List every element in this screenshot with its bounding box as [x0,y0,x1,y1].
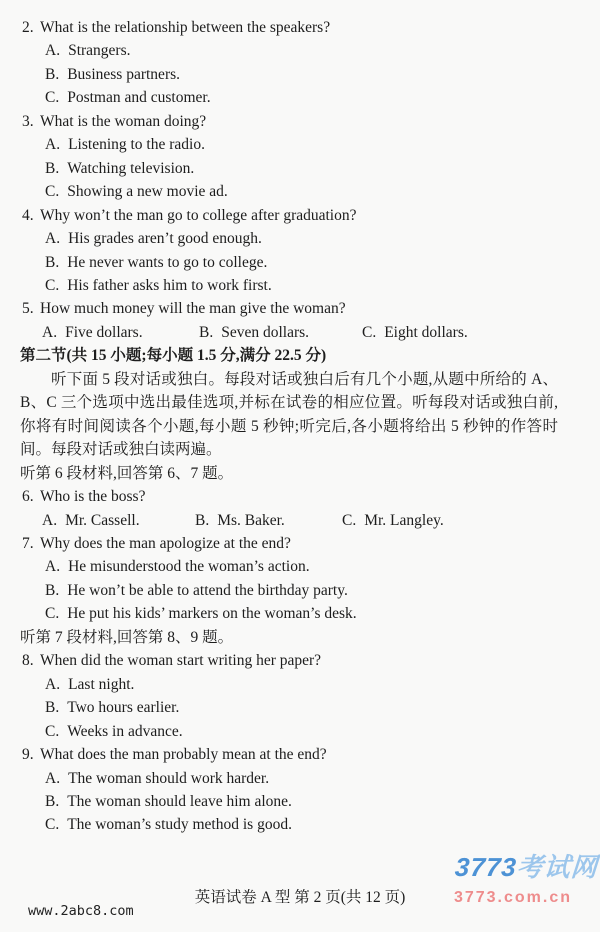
option-text: His grades aren’t good enough. [68,230,262,248]
option-text: Mr. Langley. [364,511,444,529]
question-body: What is the woman doing? [40,112,207,130]
option-text: His father asks him to work first. [67,276,272,294]
option-b [0,251,580,274]
option-b [199,321,362,344]
question-number: 5. [22,300,34,318]
watermark-url: 3773.com.cn [453,889,572,906]
question-body: What is the relationship between the speakers? [40,19,331,36]
option-text: The woman should work harder. [68,769,270,787]
option-label: C. [45,276,60,294]
option-label: C. [362,323,377,341]
question-number: 8. [22,652,34,670]
option-b [0,579,580,602]
question-body: What does the man probably mean at the end? [40,746,327,764]
question-8 [0,649,580,743]
option-a [0,767,580,790]
option-label: B. [195,511,210,529]
option-text: Five dollars. [65,323,143,341]
question-body: Why does the man apologize at the end? [40,534,291,552]
option-label: B. [199,323,214,341]
option-label: B. [45,581,60,599]
question-7 [0,532,580,626]
option-label: C. [45,183,60,201]
option-label: A. [45,769,61,787]
options-row [0,321,580,344]
question-body: Why won’t the man go to college after graduation? [40,206,357,224]
option-text: He never wants to go to college. [67,253,268,271]
option-b [0,63,580,86]
option-a [0,39,580,62]
section-instructions: 听下面 5 段对话或独白。每段对话或独白后有几个小题,从题中所给的 A、B、C 三个选项中选出最佳选项,并标在试卷的相应位置。听每段对话或独白前,你将有时间阅读各个小题,每小题 5 秒钟;听完后,各小题将给出 5 秒钟的作答时间。每段对话或独白读两遍。 [20,370,558,459]
option-a [0,133,580,156]
question-text [0,110,580,133]
option-text: Two hours earlier. [67,699,180,717]
question-text [0,297,580,320]
option-text: Strangers. [68,42,131,60]
option-text: Weeks in advance. [67,722,183,740]
option-label: C. [342,511,357,529]
option-label: C. [45,605,60,623]
question-text [0,532,580,555]
option-text: Listening to the radio. [68,136,205,154]
question-text [0,16,580,39]
option-label: A. [45,558,61,576]
option-label: B. [45,792,60,810]
option-b [0,696,580,719]
option-text: He put his kids’ markers on the woman’s desk. [67,605,357,623]
option-label: B. [45,159,60,177]
section-heading: 第二节(共 15 小题;每小题 1.5 分,满分 22.5 分) [20,347,327,365]
question-6 [0,485,580,532]
footer-page-label: 英语试卷 A 型 第 2 页(共 12 页) [194,889,406,906]
option-text: He misunderstood the woman’s action. [68,558,310,576]
question-text [0,649,580,672]
option-label: A. [42,323,58,341]
question-text [0,743,580,766]
option-text: Mr. Cassell. [65,511,140,529]
watermark-logo-chinese: 考试网 [515,852,600,882]
question-body: How much money will the man give the woman? [40,300,346,318]
material-7-line: 听第 7 段材料,回答第 8、9 题。 [20,628,234,646]
option-text: Last night. [68,675,135,693]
question-body: Who is the boss? [40,488,146,506]
material-6-line: 听第 6 段材料,回答第 6、7 题。 [20,464,234,482]
option-c [0,602,580,625]
option-c [0,86,580,109]
exam-content [0,16,580,837]
option-a [42,509,195,532]
options-row [0,509,580,532]
footer-site-url: www.2abc8.com [28,903,134,919]
watermark-logo [454,852,600,882]
question-text [0,485,580,508]
option-label: B. [45,699,60,717]
question-number: 6. [22,488,34,506]
option-b [195,509,342,532]
question-number: 3. [22,112,34,130]
option-text: Business partners. [67,65,181,83]
question-4 [0,204,580,298]
option-a [42,321,199,344]
option-label: A. [45,675,61,693]
option-text: Eight dollars. [384,323,468,341]
question-body: When did the woman start writing her paper? [40,652,322,670]
option-label: A. [45,42,61,60]
option-label: A. [45,136,61,154]
option-b [0,157,580,180]
option-text: Showing a new movie ad. [67,183,228,201]
question-number: 9. [22,746,34,764]
question-9 [0,743,580,837]
option-label: C. [45,722,60,740]
option-c [362,321,468,344]
option-c [0,180,580,203]
option-label: A. [45,230,61,248]
option-text: The woman’s study method is good. [67,816,292,834]
option-b [0,790,580,813]
option-c [342,509,444,532]
option-text: Postman and customer. [67,89,211,107]
question-number: 7. [22,534,34,552]
option-label: C. [45,89,60,107]
option-label: B. [45,65,60,83]
option-text: Seven dollars. [221,323,310,341]
option-c [0,274,580,297]
option-label: A. [42,511,58,529]
watermark-logo-number: 3773 [454,852,519,882]
option-text: The woman should leave him alone. [67,792,292,810]
option-label: C. [45,816,60,834]
question-number: 4. [22,206,34,224]
option-text: He won’t be able to attend the birthday party. [67,581,348,599]
option-c [0,813,580,836]
option-c [0,720,580,743]
option-a [0,555,580,578]
option-a [0,673,580,696]
question-5 [0,297,580,344]
question-text [0,204,580,227]
option-label: B. [45,253,60,271]
question-3 [0,110,580,204]
option-text: Ms. Baker. [217,511,285,529]
option-text: Watching television. [67,159,195,177]
question-number: 2. [22,19,34,36]
question-2 [0,16,580,110]
option-a [0,227,580,250]
